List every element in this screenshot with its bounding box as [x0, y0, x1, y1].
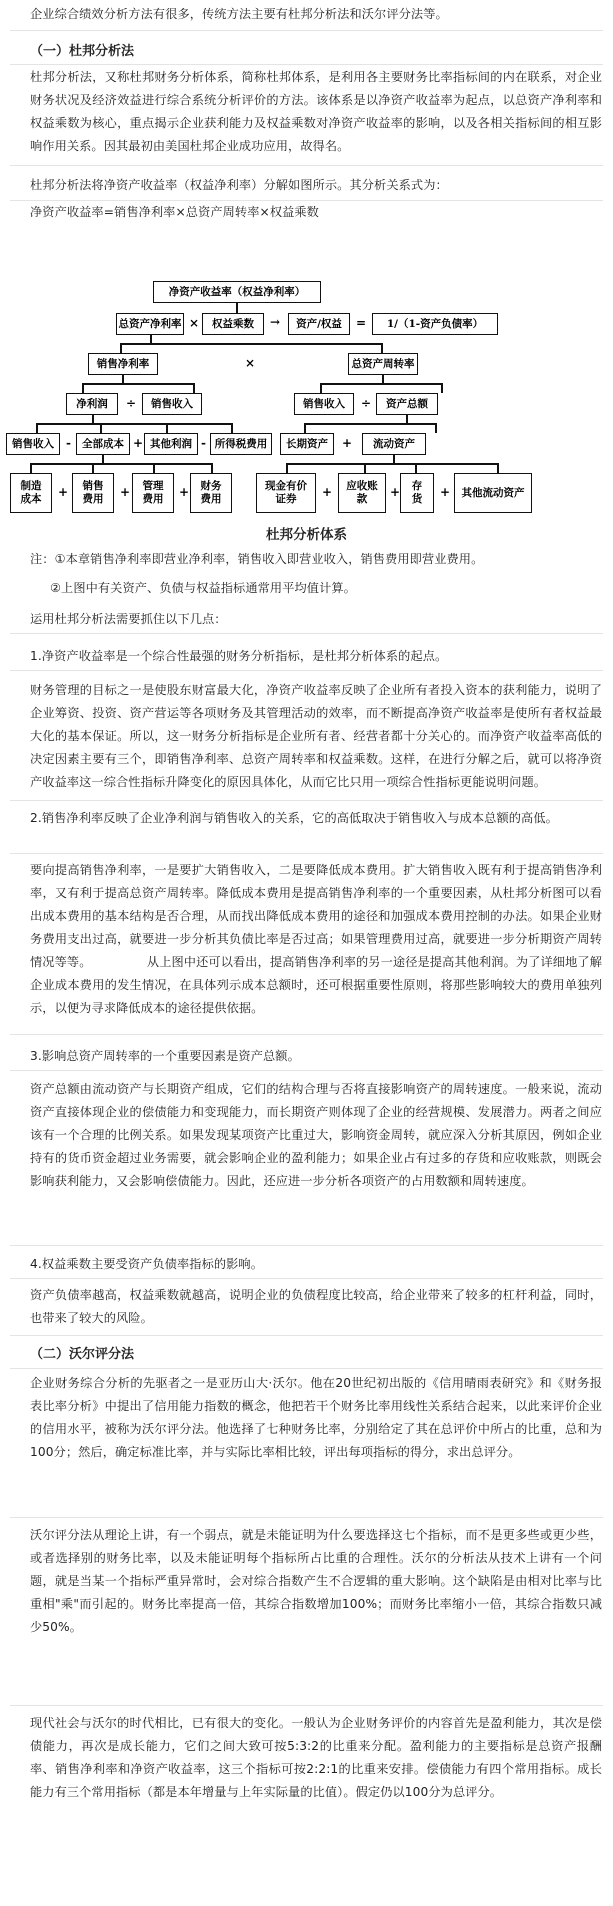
- wall-paragraph-1: 企业财务综合分析的先驱者之一是亚历山大·沃尔。他在20世纪初出版的《信用晴雨表研究》和《财务报表比率分析》中提出了信用能力指数的概念，他把若干个财务比率用线性关系结合起来，以此来评价企业的信用水平，被称为沃尔评分法。他选择了七种财务比率，分别给定了其在总评价中所占的比重，总和为100分；然后，确定标准比率，并与实际比率相比较，评出每项指标的得分，求出总评分。: [30, 1376, 602, 1459]
- intro-paragraph: 企业综合绩效分析方法有很多，传统方法主要有杜邦分析法和沃尔评分法等。: [30, 7, 448, 21]
- note-1: 注：①本章销售净利率即营业净利率，销售收入即营业收入，销售费用即营业费用。: [30, 552, 484, 566]
- divider: [10, 30, 603, 31]
- divider: [10, 1368, 603, 1369]
- box-other-profit: 其他利润: [144, 433, 198, 455]
- wall-paragraph-3: 现代社会与沃尔的时代相比，已有很大的变化。一般认为企业财务评价的内容首先是盈利能力，其次是偿债能力，再次是成长能力，它们之间大致可按5:3:2的比重来分配。盈利能力的主要指标是总资产报酬率、销售净利率和净资产收益率，这三个指标可按2:2:1的比重来安排。偿债能力有四个常用指标。成长能力有三个常用指标（都是本年增量与上年实际量的比值）。假定仍以100分为总评分。: [30, 1716, 602, 1799]
- point-3-title: 3.影响总资产周转率的一个重要因素是资产总额。: [30, 1049, 300, 1063]
- box-net-profit: 净利润: [66, 393, 118, 415]
- box-sales: 销售收入: [294, 393, 354, 415]
- box-finance-expense: 财务费用: [190, 473, 232, 513]
- plus-sign: +: [133, 436, 144, 450]
- plus-sign: +: [58, 485, 69, 499]
- divider: [10, 1245, 603, 1246]
- box-total-cost: 全部成本: [76, 433, 130, 455]
- box-current-assets: 流动资产: [362, 433, 426, 455]
- box-cash-securities: 现金有价证券: [256, 473, 316, 513]
- decomposition-intro: 杜邦分析法将净资产收益率（权益净利率）分解如图所示。其分析关系式为：: [30, 178, 448, 192]
- box-roe: 净资产收益率（权益净利率）: [153, 281, 321, 303]
- point-3-body: 资产总额由流动资产与长期资产组成，它们的结构合理与否将直接影响资产的周转速度。一般来说，流动资产直接体现企业的偿债能力和变现能力，而长期资产则体现了企业的经营规模、发展潜力。两者之间应该有一个合理的比例关系。如果发现某项资产比重过大，影响资金周转，就应深入分析其原因，例如企业持有的货币资金超过业务需要，就会影响企业的盈利能力；如果企业占有过多的存货和应收账款，则既会影响获利能力，又会影响偿债能力。因此，还应进一步分析各项资产的占用数额和周转速度。: [30, 1082, 602, 1188]
- box-receivables: 应收账款: [338, 473, 386, 513]
- dupont-definition: 杜邦分析法，又称杜邦财务分析体系，简称杜邦体系，是利用各主要财务比率指标间的内在联系，对企业财务状况及经济效益进行综合系统分析评价的方法。该体系是以净资产收益率为起点，以总资产净利率和权益乘数为核心，重点揭示企业获利能力及权益乘数对净资产收益率的影响，以及各相关指标间的相互影响作用关系。因其最初由美国杜邦企业成功应用，故得名。: [30, 70, 602, 153]
- note-2: ②上图中有关资产、负债与权益指标通常用平均值计算。: [50, 581, 356, 595]
- divider: [10, 1335, 603, 1336]
- box-other-current-assets: 其他流动资产: [454, 473, 532, 513]
- points-intro: 运用杜邦分析法需要抓住以下几点：: [30, 612, 227, 626]
- point-2-title: 2.销售净利率反映了企业净利润与销售收入的关系，它的高低取决于销售收入与成本总额的高低。: [30, 811, 558, 825]
- plus-sign: +: [440, 485, 451, 499]
- plus-sign: +: [120, 485, 131, 499]
- box-income-tax: 所得税费用: [210, 433, 272, 455]
- divider: [10, 1278, 603, 1279]
- point-1-body: 财务管理的目标之一是使股东财富最大化，净资产收益率反映了企业所有者投入资本的获利能力，说明了企业筹资、投资、资产营运等各项财务及其管理活动的效率，而不断提高净资产收益率是使所有者权益最大化的基本保证。所以，这一财务分析指标是企业所有者、经营者都十分关心的。而净资产收益率高低的决定因素主要有三个，即销售净利率、总资产周转率和权益乘数。这样，在进行分解之后，就可以将净资产收益率这一综合性指标升降变化的原因具体化，从而它比只用一项综合性指标更能说明问题。: [30, 683, 602, 789]
- minus-sign: -: [201, 436, 206, 450]
- divider: [10, 670, 603, 671]
- mult-sign: ×: [245, 356, 256, 370]
- formula: 净资产收益率=销售净利率×总资产周转率×权益乘数: [30, 205, 319, 219]
- divider: [10, 1705, 603, 1706]
- plus-sign: +: [179, 485, 190, 499]
- box-manufacturing-cost: 制造成本: [10, 473, 52, 513]
- divider: [10, 1070, 603, 1071]
- divider: [10, 165, 603, 166]
- box-equity-multiplier: 权益乘数: [202, 313, 264, 335]
- diagram-caption: 杜邦分析体系: [266, 527, 347, 543]
- box-roa: 总资产净利率: [116, 313, 184, 335]
- div-sign: ÷: [361, 396, 372, 410]
- point-4-title: 4.权益乘数主要受资产负债率指标的影响。: [30, 1257, 264, 1271]
- box-sales: 销售收入: [6, 433, 60, 455]
- divider: [10, 64, 603, 65]
- box-inventory: 存货: [400, 473, 434, 513]
- section-title-wall: （二）沃尔评分法: [30, 1347, 135, 1362]
- divider: [10, 800, 603, 801]
- box-long-term-assets: 长期资产: [280, 433, 334, 455]
- box-net-profit-margin: 销售净利率: [88, 353, 158, 375]
- box-admin-expense: 管理费用: [132, 473, 174, 513]
- minus-sign: -: [66, 436, 71, 450]
- eq-sign: =: [356, 316, 367, 330]
- box-sales: 销售收入: [142, 393, 202, 415]
- plus-sign: +: [322, 485, 333, 499]
- divider: [10, 853, 603, 854]
- point-4-body: 资产负债率越高，权益乘数就越高，说明企业的负债程度比较高，给企业带来了较多的杠杆利益，同时，也带来了较大的风险。: [30, 1288, 602, 1325]
- section-title-dupont: （一）杜邦分析法: [30, 44, 135, 59]
- plus-sign: +: [390, 485, 401, 499]
- point-1-title: 1.净资产收益率是一个综合性最强的财务分析指标，是杜邦分析体系的起点。: [30, 649, 448, 663]
- box-total-assets: 资产总额: [376, 393, 438, 415]
- divider: [10, 633, 603, 634]
- box-one-over-debt: 1/（1-资产负债率）: [372, 313, 498, 335]
- divider: [10, 1034, 603, 1035]
- divider: [10, 1517, 603, 1518]
- box-asset-equity: 资产/权益: [288, 313, 350, 335]
- wall-paragraph-2: 沃尔评分法从理论上讲，有一个弱点，就是未能证明为什么要选择这七个指标，而不是更多些或更少些，或者选择别的财务比率，以及未能证明每个指标所占比重的合理性。沃尔的分析法从技术上讲有一个问题，就是当某一个指标严重异常时，会对综合指数产生不合逻辑的重大影响。这个缺陷是由相对比率与比重相"乘"而引起的。财务比率提高一倍，其综合指数增加100%；而财务比率缩小一倍，其综合指数只减少50%。: [30, 1528, 602, 1634]
- box-asset-turnover: 总资产周转率: [348, 353, 418, 375]
- arrow: →: [270, 315, 281, 329]
- div-sign: ÷: [126, 396, 137, 410]
- box-selling-expense: 销售费用: [72, 473, 114, 513]
- mult-sign: ×: [189, 316, 200, 330]
- point-2-body: 要向提高销售净利率，一是要扩大销售收入，二是要降低成本费用。扩大销售收入既有利于提高销售净利率，又有利于提高总资产周转率。降低成本费用是提高销售净利率的一个重要因素，从杜邦分析图可以看出成本费用的基本结构是否合理，从而找出降低成本费用的途径和加强成本费用控制的办法。如果企业财务费用支出过高，就要进一步分析其负债比率是否过高；如果管理费用过高，就要进一步分析期资产周转情况等等。 从上图中还可以看出，提高销售净利率的另一途径是提高其他利润。为了详细地了解企业成本费用的发生情况，在具体列示成本总额时，还可根据重要性原则，将那些影响较大的费用单独列示，以便为寻求降低成本的途径提供依据。: [30, 863, 602, 1015]
- plus-sign: +: [342, 436, 353, 450]
